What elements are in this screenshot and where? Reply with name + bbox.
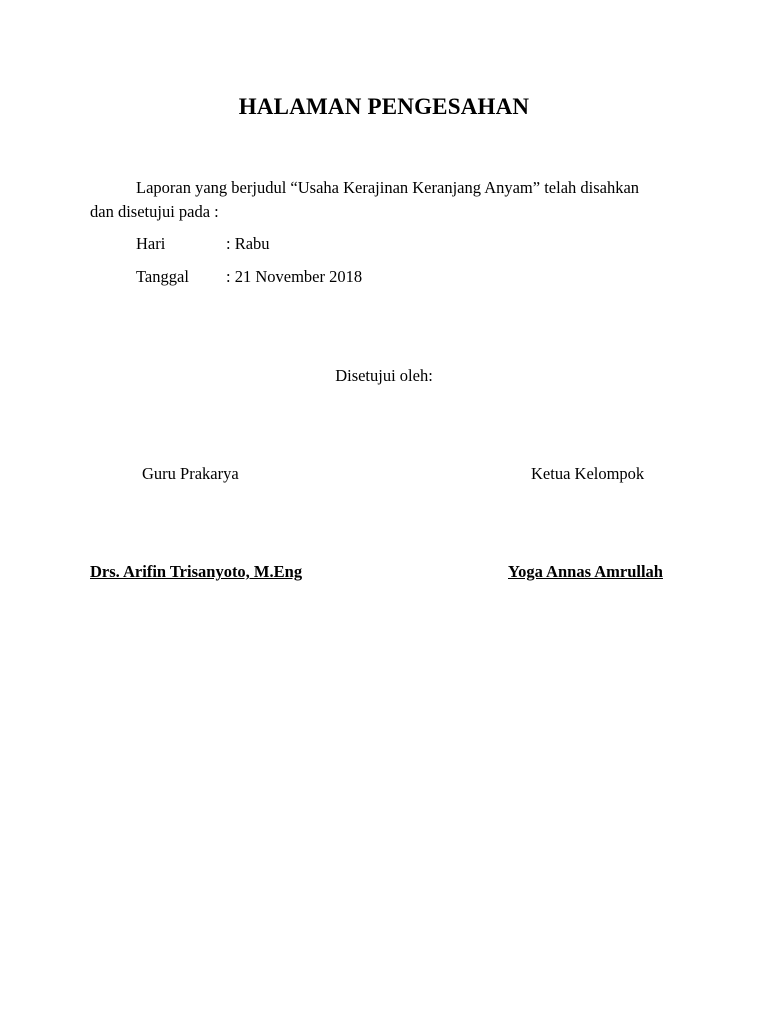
signatory-left-role: Guru Prakarya [142, 464, 239, 483]
field-value-tanggal: : 21 November 2018 [226, 267, 363, 286]
field-label-hari: Hari [136, 234, 166, 253]
signatory-right-name: Yoga Annas Amrullah [508, 562, 663, 581]
field-value-hari: : Rabu [226, 234, 270, 253]
signatory-right-role: Ketua Kelompok [531, 464, 645, 483]
page-title: HALAMAN PENGESAHAN [238, 94, 530, 119]
approved-by-label: Disetujui oleh: [335, 366, 433, 385]
paragraph-line-1: Laporan yang berjudul “Usaha Kerajinan Keranjang Anyam” telah disahkan [136, 178, 640, 197]
signatory-left-name: Drs. Arifin Trisanyoto, M.Eng [90, 562, 303, 581]
paragraph-line-2: dan disetujui pada : [90, 202, 219, 221]
field-label-tanggal: Tanggal [136, 267, 189, 286]
